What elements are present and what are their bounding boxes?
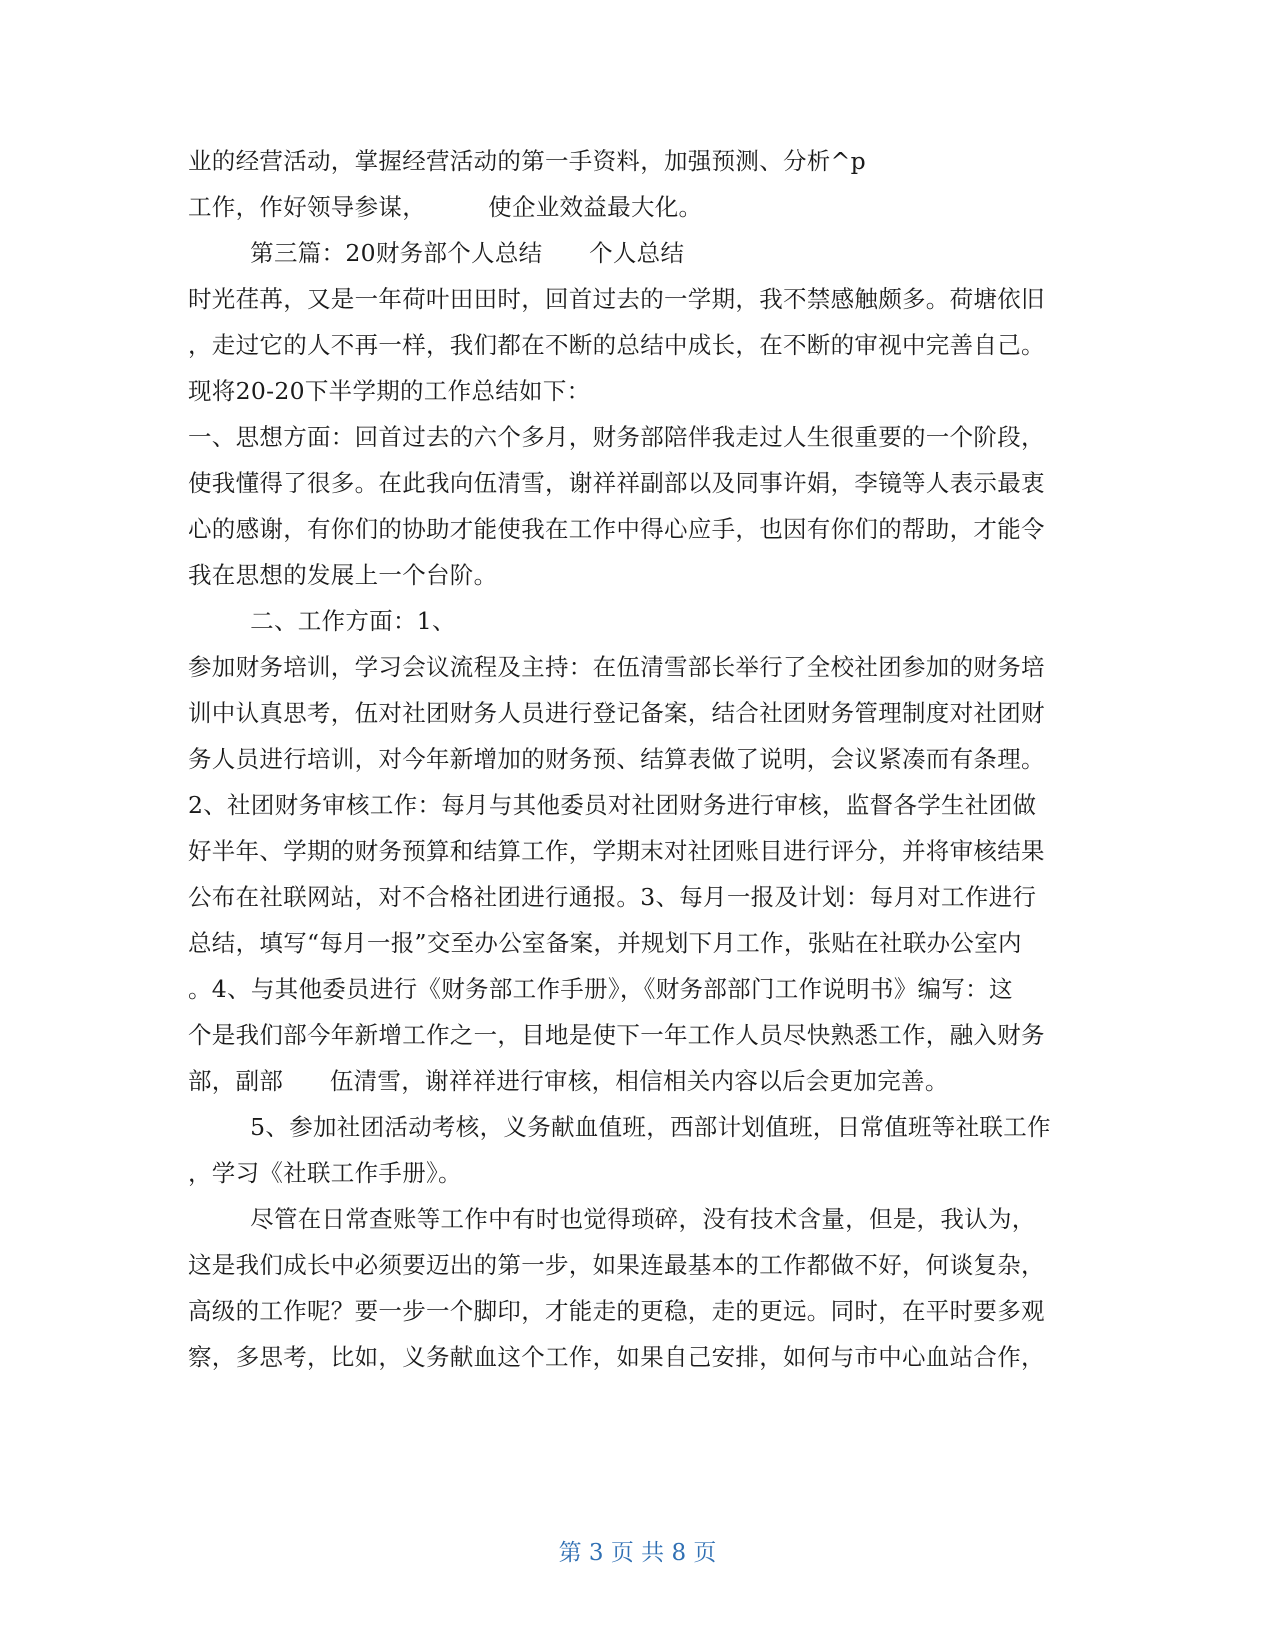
page-number-footer: 第 3 页 共 8 页 (558, 1540, 717, 1566)
section-heading: 第三篇：20财务部个人总结 个人总结 (188, 239, 685, 267)
text-line-5: ，走过它的人不再一样，我们都在不断的总结中成长，在不断的审视中完善自己。 (188, 331, 1045, 359)
text-line-21: 部，副部 伍清雪，谢祥祥进行审核，相信相关内容以后会更加完善。 (188, 1067, 949, 1095)
text-line-26: 高级的工作呢？要一步一个脚印，才能走的更稳，走的更远。同时，在平时要多观 (188, 1297, 1045, 1325)
text-line-7: 一、思想方面：回首过去的六个多月，财务部陪伴我走过人生很重要的一个阶段， (188, 423, 1045, 451)
text-line-9: 心的感谢，有你们的协助才能使我在工作中得心应手，也因有你们的帮助，才能令 (188, 515, 1045, 543)
text-line-11: 二、工作方面：1、 (188, 607, 456, 635)
text-line-12: 参加财务培训，学习会议流程及主持：在伍清雪部长举行了全校社团参加的财务培 (188, 653, 1045, 681)
text-line-23: ，学习《社联工作手册》。 (188, 1159, 462, 1187)
text-line-1: 业的经营活动，掌握经营活动的第一手资料，加强预测、分析^p (188, 147, 866, 175)
text-line-17: 公布在社联网站，对不合格社团进行通报。3、每月一报及计划：每月对工作进行 (188, 883, 1037, 911)
text-line-8: 使我懂得了很多。在此我向伍清雪，谢祥祥副部以及同事许娟，李镜等人表示最衷 (188, 469, 1045, 497)
text-line-4: 时光荏苒，又是一年荷叶田田时，回首过去的一学期，我不禁感触颇多。荷塘依旧 (188, 285, 1045, 313)
text-line-24: 尽管在日常查账等工作中有时也觉得琐碎，没有技术含量，但是，我认为， (188, 1205, 1036, 1233)
text-line-20: 个是我们部今年新增工作之一，目地是使下一年工作人员尽快熟悉工作，融入财务 (188, 1021, 1045, 1049)
text-line-13: 训中认真思考，伍对社团财务人员进行登记备案，结合社团财务管理制度对社团财 (188, 699, 1045, 727)
text-line-2: 工作，作好领导参谋， 使企业效益最大化。 (188, 193, 703, 221)
text-line-6: 现将20-20下半学期的工作总结如下： (188, 377, 591, 405)
text-line-16: 好半年、学期的财务预算和结算工作，学期末对社团账目进行评分，并将审核结果 (188, 837, 1045, 865)
text-line-27: 察，多思考，比如，义务献血这个工作，如果自己安排，如何与市中心血站合作， (188, 1343, 1045, 1371)
text-line-18: 总结，填写“每月一报”交至办公室备案，并规划下月工作，张贴在社联办公室内 (188, 929, 1022, 957)
text-line-22: 5、参加社团活动考核，义务献血值班，西部计划值班，日常值班等社联工作 (188, 1113, 1051, 1141)
text-line-19: 。4、与其他委员进行《财务部工作手册》，《财务部部门工作说明书》编写：这 (188, 975, 1013, 1003)
text-line-14: 务人员进行培训，对今年新增加的财务预、结算表做了说明，会议紧凑而有条理。 (188, 745, 1045, 773)
text-line-15: 2、社团财务审核工作：每月与其他委员对社团财务进行审核，监督各学生社团做 (188, 791, 1037, 819)
text-line-25: 这是我们成长中必须要迈出的第一步，如果连最基本的工作都做不好，何谈复杂， (188, 1251, 1045, 1279)
text-line-10: 我在思想的发展上一个台阶。 (188, 561, 498, 589)
